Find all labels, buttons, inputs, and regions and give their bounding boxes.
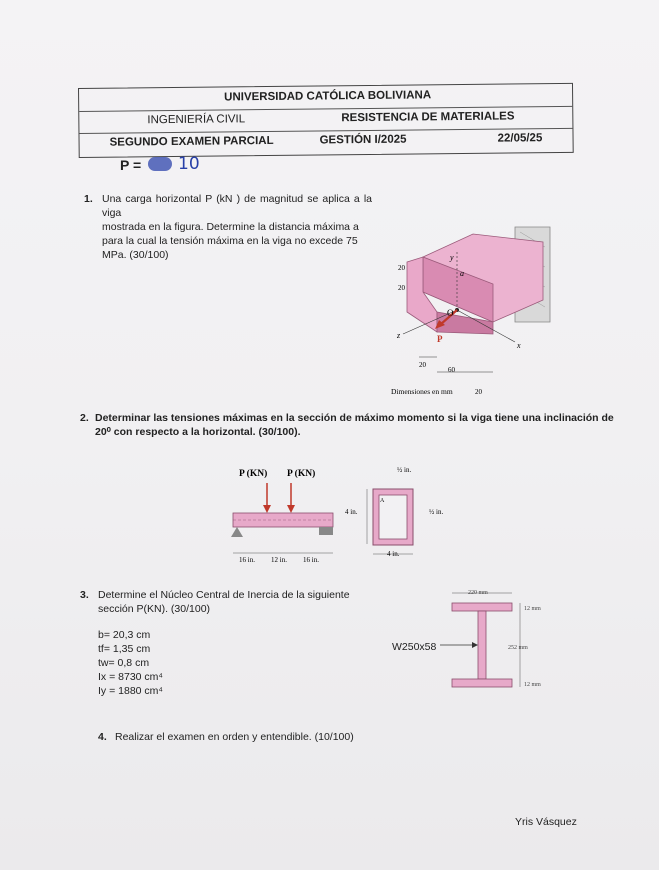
question-2-text	[95, 411, 614, 439]
question-1-line: MPa. (30/100)	[102, 249, 169, 261]
span-3: 16 in.	[303, 556, 319, 564]
scribble-mark	[148, 157, 172, 171]
question-2-number: 2.	[80, 412, 89, 424]
property-iy: Iy = 1880 cm⁴	[98, 685, 163, 697]
p-value: 10	[178, 154, 200, 174]
section-wall-dim: ½ in.	[429, 508, 444, 516]
dim-height: 252 mm	[508, 645, 528, 651]
question-2-line: Determinar las tensiones máximas en la sección de máximo momento si la viga tiene una inclinación de	[95, 412, 614, 424]
exam-name: SEGUNDO EXAMEN PARCIAL	[109, 134, 274, 149]
question-1-line: mostrada en la figura. Determine la distancia máxima a	[102, 221, 359, 233]
label-a: a	[460, 269, 464, 278]
pin-support	[231, 527, 243, 537]
p-label: P =	[120, 157, 142, 173]
figure-3-w-section	[440, 585, 550, 700]
span-1: 16 in.	[239, 556, 255, 564]
question-2-line: 20⁰ con respecto a la horizontal. (30/100).	[95, 426, 301, 438]
label-y: y	[450, 253, 454, 262]
signature: Yris Vásquez	[515, 816, 577, 828]
label-z: z	[397, 331, 401, 340]
label-arrow	[472, 642, 478, 648]
web	[478, 611, 486, 679]
dim-20a: 20	[398, 264, 405, 272]
section-top-dim: ½ in.	[397, 466, 412, 474]
span-2: 12 in.	[271, 556, 287, 564]
dim-20d: 20	[475, 388, 482, 396]
dim-20c: 20	[419, 361, 426, 369]
header-table	[78, 83, 574, 158]
figure-1-caption: Dimensiones en mm	[391, 387, 453, 396]
dim-width: 220 mm	[468, 590, 488, 596]
question-1-text	[102, 192, 372, 262]
question-3-line: sección P(KN). (30/100)	[98, 603, 211, 615]
load-1-label: P (KN)	[239, 469, 268, 479]
exam-term: GESTIÓN I/2025	[319, 133, 407, 147]
w-section-label: W250x58	[392, 641, 437, 653]
label-x: x	[517, 341, 521, 350]
question-3-text	[98, 588, 350, 616]
dim-20b: 20	[398, 284, 405, 292]
figure-2-box-section	[345, 462, 465, 562]
load-2-arrow	[287, 505, 295, 513]
section-width-dim: 4 in.	[387, 550, 400, 558]
exam-date: 22/05/25	[497, 132, 543, 145]
section-point-a: A	[380, 498, 385, 504]
top-flange	[452, 603, 512, 611]
label-o: O	[447, 308, 454, 318]
roller-support	[319, 527, 333, 535]
figure-1-beam-3d	[375, 212, 555, 402]
question-1-line: Una carga horizontal P (kN ) de magnitud se aplica a la viga	[102, 193, 372, 219]
header-row-exam	[79, 128, 572, 155]
figure-2-beam	[225, 465, 345, 565]
label-p: P	[437, 334, 443, 344]
section-height-dim: 4 in.	[345, 508, 358, 516]
question-3-number: 3.	[80, 589, 89, 601]
section-properties	[98, 628, 163, 698]
p-value-handwritten	[148, 154, 200, 174]
bottom-flange	[452, 679, 512, 687]
dim-tf-top: 12 mm	[524, 606, 541, 612]
question-4-number: 4.	[98, 731, 107, 743]
course-name: RESISTENCIA DE MATERIALES	[341, 110, 515, 125]
question-3-line: Determine el Núcleo Central de Inercia de la siguiente	[98, 589, 350, 601]
property-tw: tw= 0,8 cm	[98, 657, 150, 669]
property-ix: Ix = 8730 cm⁴	[98, 671, 163, 683]
program-name: INGENIERÍA CIVIL	[147, 113, 246, 127]
dim-tf-bot: 12 mm	[524, 682, 541, 688]
property-b: b= 20,3 cm	[98, 629, 151, 641]
load-2-label: P (KN)	[287, 469, 316, 479]
load-1-arrow	[263, 505, 271, 513]
question-4-text: Realizar el examen en orden y entendible. (10/100)	[115, 731, 354, 743]
question-1-number: 1.	[84, 193, 93, 205]
university-name: UNIVERSIDAD CATÓLICA BOLIVIANA	[224, 89, 432, 104]
question-1-line: para la cual la tensión máxima en la viga no excede 75	[102, 235, 358, 247]
dim-60: 60	[448, 366, 455, 374]
property-tf: tf= 1,35 cm	[98, 643, 151, 655]
